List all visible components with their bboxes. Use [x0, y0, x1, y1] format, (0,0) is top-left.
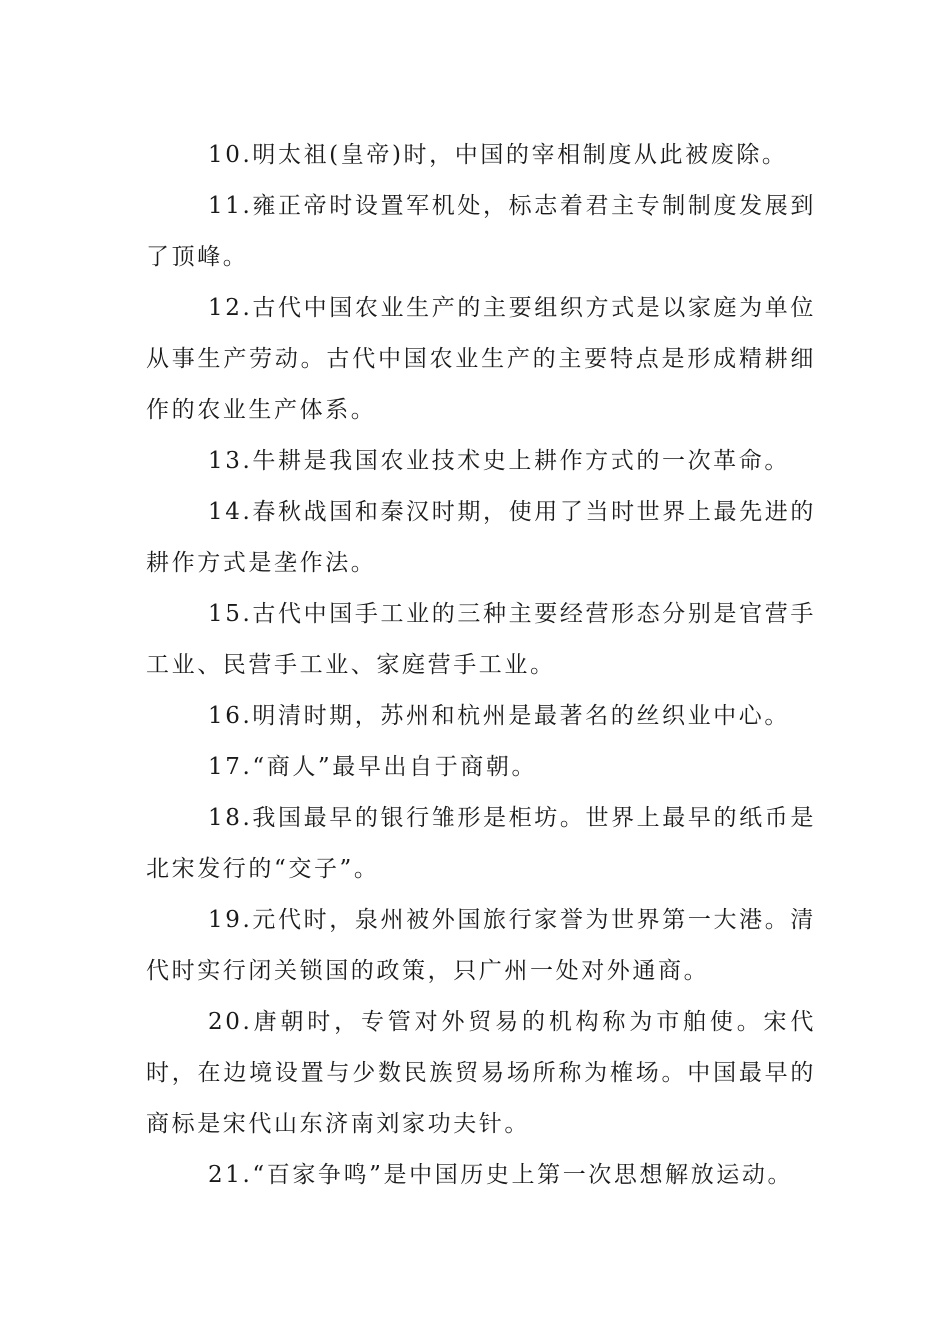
paragraph-18: 18.我国最早的银行雏形是柜坊。世界上最早的纸币是北宋发行的“交子”。 [146, 805, 816, 882]
paragraph-11: 11.雍正帝时设置军机处，标志着君主专制制度发展到了顶峰。 [146, 193, 816, 270]
paragraph-14: 14.春秋战国和秦汉时期，使用了当时世界上最先进的耕作方式是垄作法。 [146, 499, 816, 576]
paragraph-19: 19.元代时，泉州被外国旅行家誉为世界第一大港。清代时实行闭关锁国的政策，只广州一处对外通商。 [146, 907, 816, 984]
paragraph-16: 16.明清时期，苏州和杭州是最著名的丝织业中心。 [208, 703, 790, 729]
paragraph-12: 12.古代中国农业生产的主要组织方式是以家庭为单位从事生产劳动。古代中国农业生产的主要特点是形成精耕细作的农业生产体系。 [146, 295, 816, 423]
paragraph-21: 21.“百家争鸣”是中国历史上第一次思想解放运动。 [208, 1162, 794, 1188]
paragraph-17: 17.“商人”最早出自于商朝。 [208, 754, 538, 780]
paragraph-20: 20.唐朝时，专管对外贸易的机构称为市舶使。宋代时，在边境设置与少数民族贸易场所称为榷场。中国最早的商标是宋代山东济南刘家功夫针。 [146, 1009, 816, 1137]
document-body [146, 130, 816, 1201]
paragraph-15: 15.古代中国手工业的三种主要经营形态分别是官营手工业、民营手工业、家庭营手工业。 [146, 601, 816, 678]
paragraph-13: 13.牛耕是我国农业技术史上耕作方式的一次革命。 [208, 448, 790, 474]
paragraph-10: 10.明太祖(皇帝)时，中国的宰相制度从此被废除。 [208, 142, 788, 168]
